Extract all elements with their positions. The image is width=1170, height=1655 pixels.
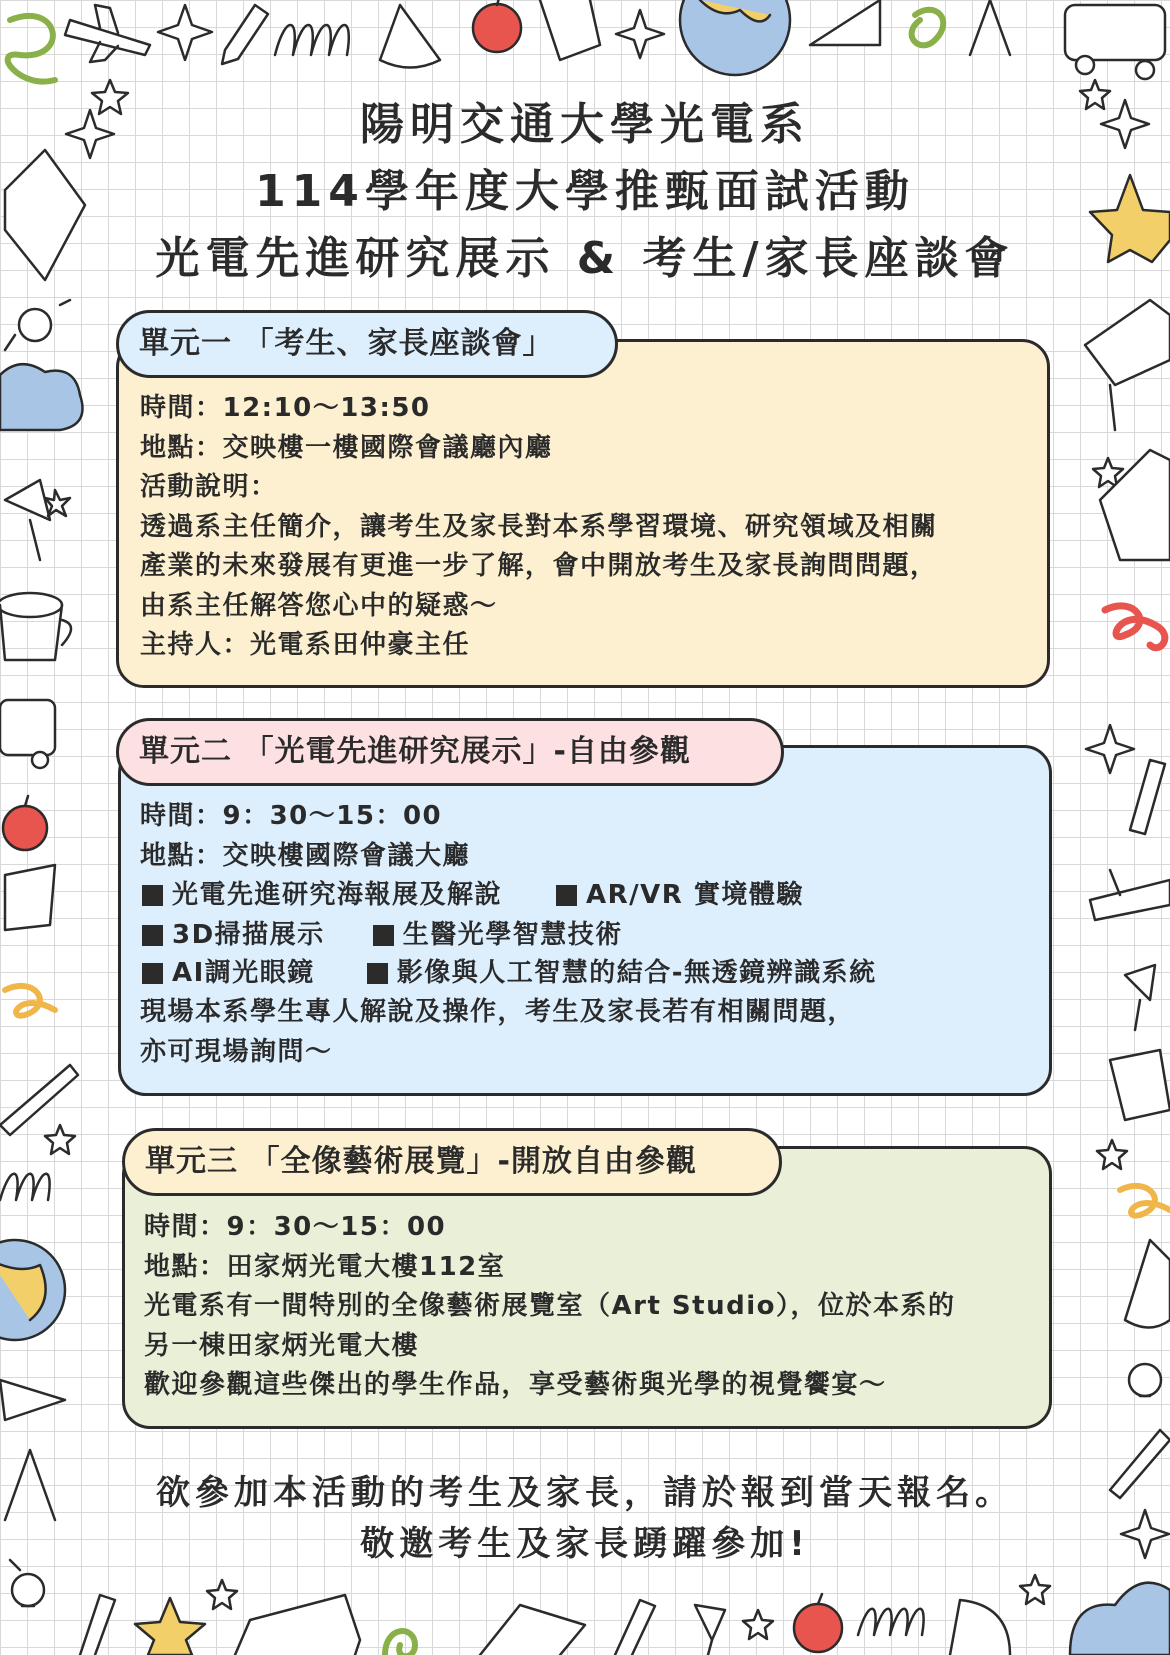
apple-icon <box>794 1594 842 1652</box>
calculator-icon <box>1100 450 1170 560</box>
cloud-icon <box>1070 1583 1170 1655</box>
cone-icon <box>1125 1240 1170 1328</box>
cup-icon <box>0 593 71 660</box>
pushpin-icon <box>695 1605 725 1655</box>
pencil-icon <box>615 1600 655 1655</box>
triangle-icon <box>5 865 55 930</box>
sparkle-icon <box>158 5 212 60</box>
globe-icon <box>680 0 790 75</box>
spiral-icon <box>1105 606 1165 648</box>
globe-icon <box>0 1240 65 1340</box>
exhibit-item-biomedical-optics: 生醫光學智慧技術 <box>371 916 623 956</box>
exhibit-item-arvr: AR/VR 實境體驗 <box>554 876 804 916</box>
star-icon <box>207 1580 237 1609</box>
exhibit-item-3d-scan: 3D掃描展示 <box>140 916 325 956</box>
lightbulb-icon <box>1129 1364 1161 1396</box>
title-line-subtitle: 光電先進研究展示 & 考生/家長座談會 <box>155 233 1015 284</box>
set-square-icon <box>810 0 880 45</box>
loops-icon <box>0 1174 50 1200</box>
section-1-desc-line: 由系主任解答您心中的疑惑～ <box>140 590 498 621</box>
airplane-icon <box>1090 870 1170 920</box>
lightbulb-icon <box>10 1560 44 1606</box>
section-2-time: 時間：9：30～15：00 <box>140 801 443 831</box>
section-3-tab: 單元三 「全像藝術展覽」-開放自由參觀 <box>122 1128 782 1196</box>
book-icon <box>480 1605 585 1655</box>
section-1-host: 主持人：光電系田仲豪主任 <box>140 630 471 660</box>
spiral-icon <box>912 10 944 46</box>
star-icon <box>743 1610 773 1639</box>
cup-icon <box>1110 1050 1170 1120</box>
section-2-content <box>140 797 877 1072</box>
cloud-icon <box>0 364 83 430</box>
graduation-cap-icon <box>1085 300 1170 430</box>
cone-icon <box>380 5 440 68</box>
star-icon <box>1093 458 1123 487</box>
pencil-icon <box>1130 760 1165 834</box>
section-3-place: 地點：田家炳光電大樓112室 <box>144 1251 506 1282</box>
bus-icon <box>235 1595 360 1655</box>
pencil-icon <box>80 1595 115 1655</box>
sparkle-icon <box>1086 725 1134 773</box>
exhibit-item-poster: 光電先進研究海報展及解說 <box>140 876 502 916</box>
section-1-desc-line: 產業的未來發展有更進一步了解，會中開放考生及家長詢問問題， <box>140 551 938 581</box>
section-1-tab: 單元一 「考生、家長座談會」 <box>116 310 618 378</box>
bus-icon <box>0 700 55 768</box>
section-1-time: 時間：12:10～13:50 <box>140 393 431 423</box>
section-1-place: 地點：交映樓一樓國際會議廳內廳 <box>140 432 553 463</box>
exhibit-item-lensless-imaging: 影像與人工智慧的結合-無透鏡辨識系統 <box>365 954 877 994</box>
airplane-icon <box>65 5 150 62</box>
swirl-icon <box>1120 1186 1170 1216</box>
section-2-item-row <box>140 876 877 916</box>
pencil-icon <box>222 5 268 64</box>
star-icon <box>135 1598 205 1655</box>
title-line-university: 陽明交通大學光電系 <box>360 99 810 150</box>
section-2-note-line: 亦可現場詢問～ <box>140 1036 333 1067</box>
section-2-item-row <box>140 916 877 954</box>
loops-icon <box>858 1609 924 1635</box>
section-3-desc-line: 光電系有一間特別的全像藝術展覽室（Art Studio），位於本系的 <box>144 1291 956 1321</box>
loops-icon <box>275 25 349 55</box>
star-icon <box>45 1125 75 1154</box>
star-icon <box>1097 1140 1127 1169</box>
section-2-item-row <box>140 954 877 994</box>
section-3-content <box>144 1208 955 1406</box>
exhibit-item-ai-glasses: AI調光眼鏡 <box>140 954 315 994</box>
section-1-desc-line: 透過系主任簡介，讓考生及家長對本系學習環境、研究領域及相關 <box>140 511 938 542</box>
apple-icon <box>3 796 47 850</box>
section-2-note-line: 現場本系學生專人解說及操作，考生及家長若有相關問題， <box>140 997 856 1027</box>
section-3-desc-line: 另一棟田家炳光電大樓 <box>144 1330 420 1361</box>
protractor-icon <box>950 1600 1010 1655</box>
star-icon <box>1020 1575 1050 1604</box>
section-3-time: 時間：9：30～15：00 <box>144 1212 447 1242</box>
section-2-place: 地點：交映樓國際會議大廳 <box>140 840 471 871</box>
spiral-icon <box>385 1631 415 1655</box>
footer-invitation: 敬邀考生及家長踴躍參加! <box>360 1524 810 1564</box>
triangle-icon <box>540 0 600 60</box>
lightbulb-icon <box>5 300 70 350</box>
pushpin-icon <box>5 480 70 560</box>
compass-icon <box>970 0 1010 55</box>
title-line-event: 114學年度大學推甄面試活動 <box>255 166 915 217</box>
paper-plane-icon <box>0 1380 65 1420</box>
section-3-desc-line: 歡迎參觀這些傑出的學生作品，享受藝術與光學的視覺饗宴～ <box>144 1370 887 1400</box>
section-1-content <box>140 389 938 666</box>
section-2-tab: 單元二 「光電先進研究展示」-自由參觀 <box>116 718 784 786</box>
pushpin-icon <box>1125 965 1155 1030</box>
sparkle-icon <box>616 10 664 58</box>
swirl-icon <box>5 986 55 1016</box>
swirl-icon <box>8 16 55 82</box>
bus-icon <box>1065 5 1165 79</box>
pen-icon <box>0 1065 78 1135</box>
section-1-desc-label: 活動說明： <box>140 472 278 502</box>
footer-registration-note: 欲參加本活動的考生及家長，請於報到當天報名。 <box>156 1473 1014 1513</box>
apple-icon <box>473 0 521 52</box>
